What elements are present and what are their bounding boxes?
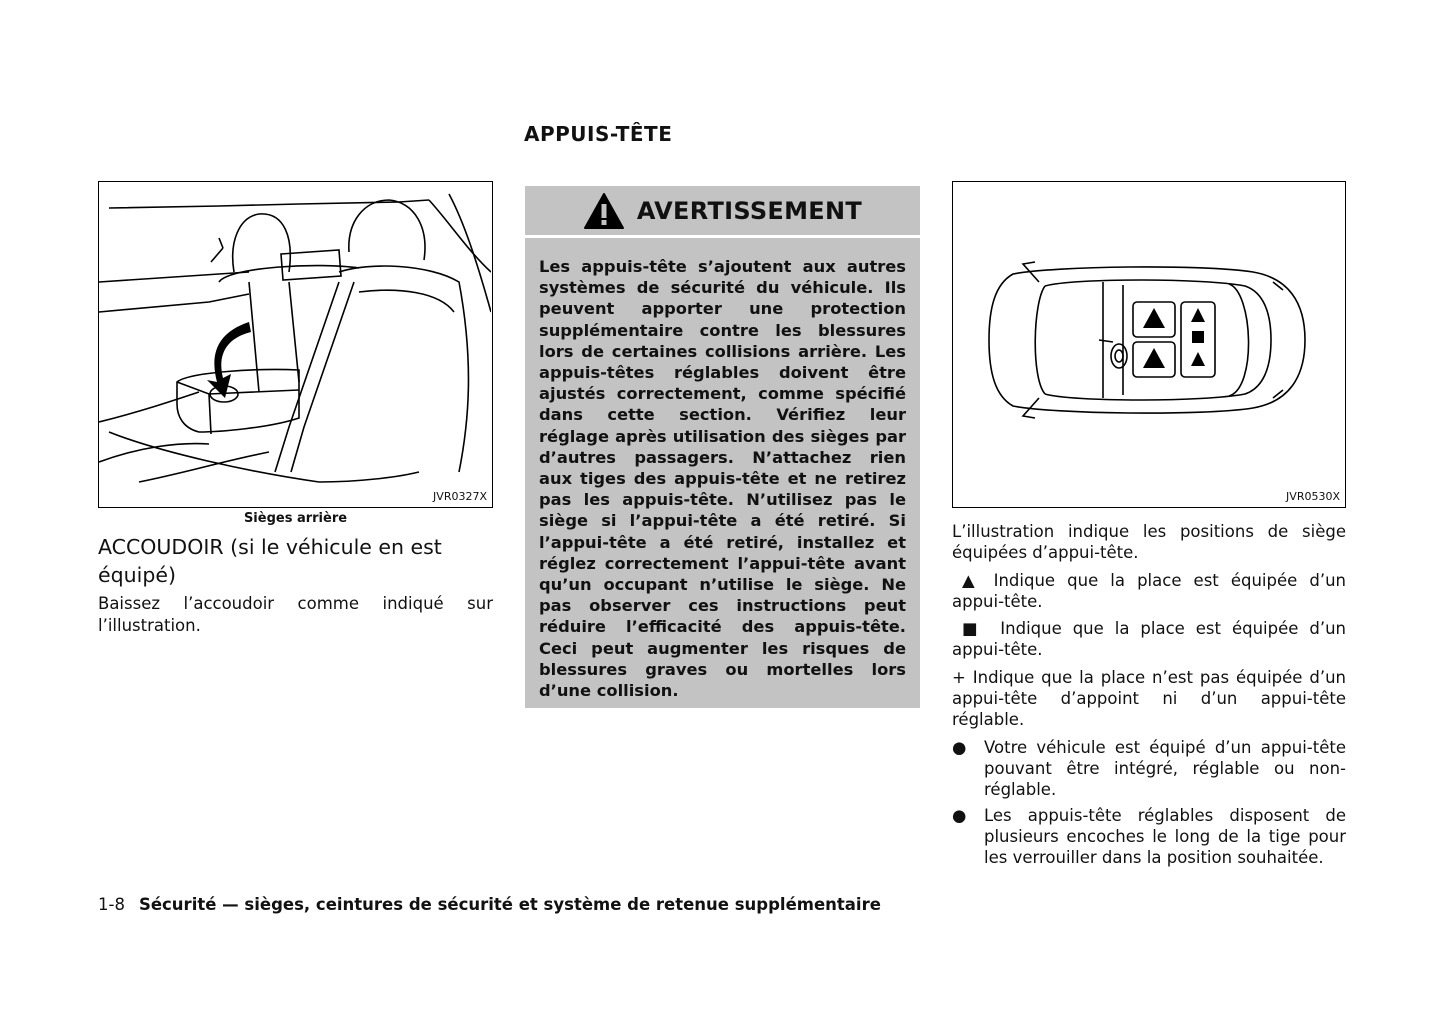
bullet-icon: ● [952, 737, 967, 757]
bullet-text: Votre véhicule est équipé d’un appui-tête pouvant être intégré, réglable ou non-réglable. [984, 737, 1346, 800]
legend-text: Indique que la place est équipée d’un appui-tête. [952, 570, 1346, 611]
bullet-icon: ● [952, 805, 967, 825]
legend-item [952, 618, 1346, 661]
rear-seat-illustration [99, 182, 491, 506]
bullet-item [952, 737, 1346, 801]
page-number: 1-8 [98, 895, 125, 914]
plus-icon: + [952, 667, 966, 687]
triangle-icon: ▲ [962, 570, 982, 590]
legend-text: Indique que la place est équipée d’un appui-tête. [952, 619, 1346, 660]
rear-seat-figure [98, 181, 493, 508]
warning-box [525, 186, 920, 708]
bullet-text: Les appuis-tête réglables disposent de plusieurs encoches le long de la tige pour les verrouiller dans la position souhaitée. [984, 805, 1346, 868]
armrest-paragraph: Baissez l’accoudoir comme indiqué sur l’illustration. [98, 594, 493, 635]
figure-caption: Sièges arrière [243, 511, 348, 526]
section-title: APPUIS-TÊTE [524, 122, 673, 146]
vehicle-topview-figure [952, 181, 1346, 508]
square-icon: ■ [962, 619, 984, 639]
legend-item [952, 667, 1346, 731]
bullet-item [952, 805, 1346, 869]
page-footer [98, 895, 881, 914]
intro-paragraph: L’illustration indique les positions de siège équipées d’appui-tête. [952, 522, 1346, 563]
armrest-heading: ACCOUDOIR (si le véhicule en est équipé) [98, 535, 442, 587]
warning-text: Les appuis-tête s’ajoutent aux autres systèmes de sécurité du véhicule. Ils peuvent apporter une protection supplémentaire contre les blessures lors de certaines collisions arrière. Les appuis-têtes réglables doivent être ajustés correctement, comme spécifié dans cette section. Vérifiez leur réglage après utilisation des sièges par d’autres passagers. N’attachez rien aux tiges des appuis-tête et ne retirez pas les appuis-tête. N’utilisez pas le siège si l’appui-tête a été retiré. Si l’appui-tête a été retiré, installez et réglez correctement l’appui-tête avant qu’un occupant n’utilise le siège. Ne pas observer ces instructions peut réduire l’efficacité des appuis-tête. Ceci peut augmenter les risques de blessures graves ou mortelles lors d’une collision. [539, 257, 906, 701]
legend-item [952, 570, 1346, 613]
vehicle-topview-illustration [953, 182, 1344, 506]
legend-text: Indique que la place n’est pas équipée d’un appui-tête d’appoint ni d’un appui-tête réglable. [952, 667, 1346, 730]
figure-code: JVR0530X [1286, 490, 1340, 503]
warning-header [525, 186, 920, 238]
right-text [952, 521, 1346, 868]
warning-title: AVERTISSEMENT [636, 196, 863, 225]
chapter-title: Sécurité — sièges, ceintures de sécurité et système de retenue supplémentaire [138, 895, 881, 914]
warning-triangle-icon [583, 192, 625, 230]
figure-code: JVR0327X [433, 490, 487, 503]
